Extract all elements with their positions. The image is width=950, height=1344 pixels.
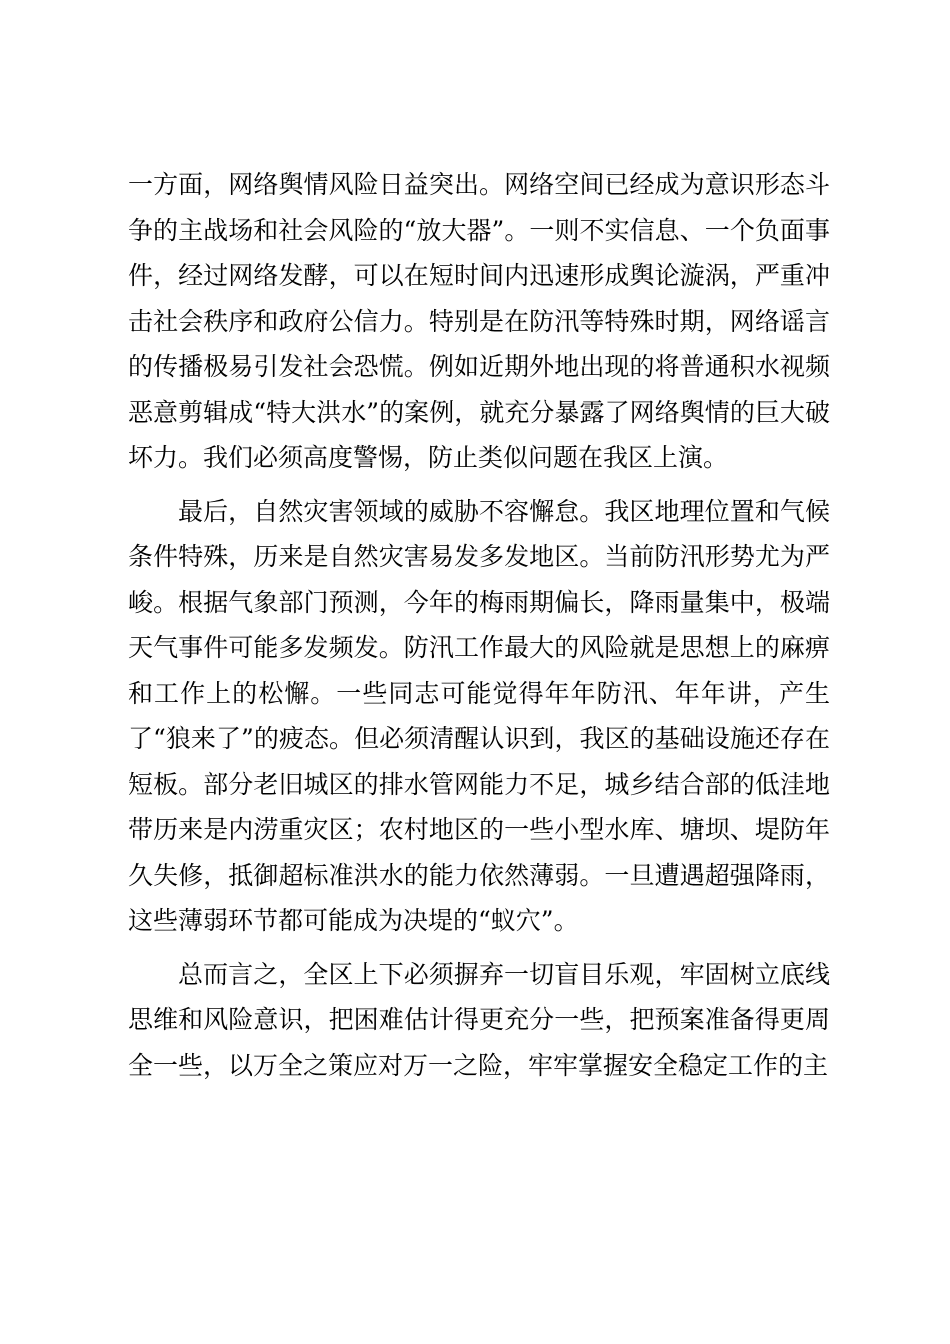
paragraph-natural-disaster-risk: 最后，自然灾害领域的威胁不容懈怠。我区地理位置和气候条件特殊，历来是自然灾害易发多发地区。当前防汛形势尤为严峻。根据气象部门预测，今年的梅雨期偏长，降雨量集中，极端天气事件可能多发频发。防汛工作最大的风险就是思想上的麻痹和工作上的松懈。一些同志可能觉得年年防汛、年年讲，产生了“狼来了”的疲态。但必须清醒认识到，我区的基础设施还存在短板。部分老旧城区的排水管网能力不足，城乡结合部的低洼地带历来是内涝重灾区；农村地区的一些小型水库、塘坝、堤防年久失修，抵御超标准洪水的能力依然薄弱。一旦遭遇超强降雨，这些薄弱环节都可能成为决堤的“蚁穴”。 bbox=[128, 496, 830, 935]
paragraph-summary: 总而言之，全区上下必须摒弃一切盲目乐观，牢固树立底线思维和风险意识，把困难估计得更充分一些，把预案准备得更周全一些，以万全之策应对万一之险，牢牢掌握安全稳定工作的主 bbox=[128, 959, 830, 1080]
document-body bbox=[128, 162, 830, 1096]
paragraph-online-opinion-risk: 一方面，网络舆情风险日益突出。网络空间已经成为意识形态斗争的主战场和社会风险的“放大器”。一则不实信息、一个负面事件，经过网络发酵，可以在短时间内迅速形成舆论漩涡，严重冲击社会秩序和政府公信力。特别是在防汛等特殊时期，网络谣言的传播极易引发社会恐慌。例如近期外地出现的将普通积水视频恶意剪辑成“特大洪水”的案例，就充分暴露了网络舆情的巨大破坏力。我们必须高度警惕，防止类似问题在我区上演。 bbox=[128, 170, 830, 472]
